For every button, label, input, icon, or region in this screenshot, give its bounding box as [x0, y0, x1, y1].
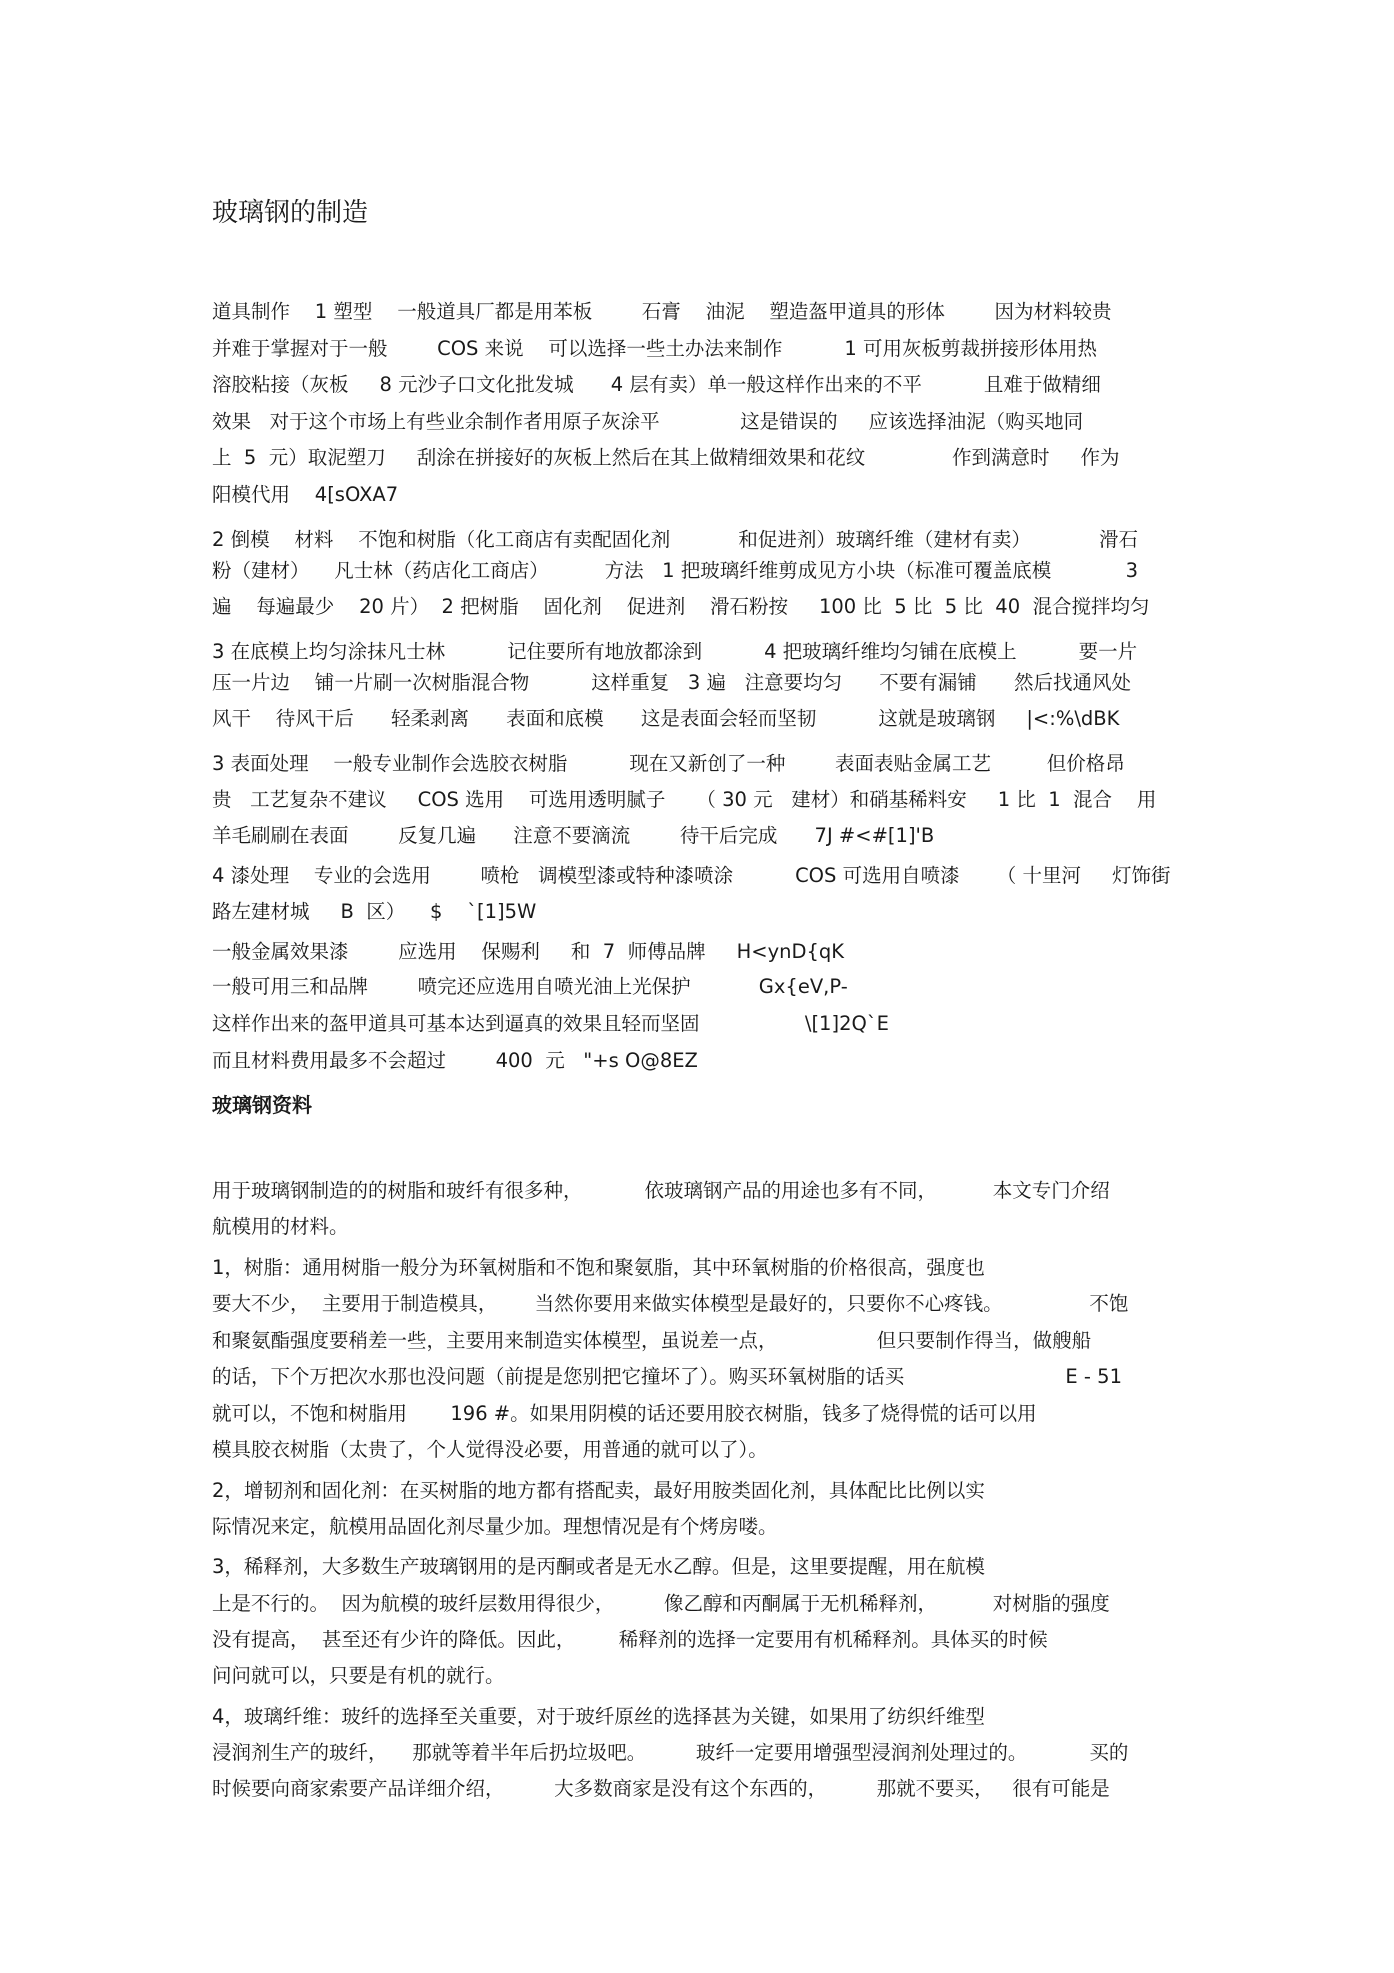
paragraph-line: 问问就可以，只要是有机的就行。	[212, 1664, 505, 1687]
section-heading: 玻璃钢资料	[212, 1093, 312, 1117]
paragraph-line: 道具制作 1 塑型 一般道具厂都是用苯板 石膏 油泥 塑造盔甲道具的形体 因为材料较贵	[212, 300, 1112, 323]
paragraph-line: 上 5 元）取泥塑刀 刮涂在拼接好的灰板上然后在其上做精细效果和花纹 作到满意时 作为	[212, 446, 1120, 469]
paragraph-line: 压一片边 铺一片刷一次树脂混合物 这样重复 3 遍 注意要均匀 不要有漏铺 然后找通风处	[212, 671, 1131, 694]
paragraph-line: 2，增韧剂和固化剂：在买树脂的地方都有搭配卖，最好用胺类固化剂，具体配比比例以实	[212, 1479, 985, 1502]
paragraph-line: 4，玻璃纤维：玻纤的选择至关重要，对于玻纤原丝的选择甚为关键，如果用了纺织纤维型	[212, 1705, 985, 1728]
page-title: 玻璃钢的制造	[212, 198, 369, 228]
paragraph-line: 一般可用三和品牌 喷完还应选用自喷光油上光保护 Gx{eV,P-	[212, 975, 848, 998]
paragraph-line: 和聚氨酯强度要稍差一些，主要用来制造实体模型，虽说差一点， 但只要制作得当，做艘船	[212, 1329, 1092, 1352]
paragraph-line: 的话，下个万把次水那也没问题（前提是您别把它撞坏了）。购买环氧树脂的话买 E - 51	[212, 1365, 1122, 1388]
paragraph-line: 上是不行的。 因为航模的玻纤层数用得很少， 像乙醇和丙酮属于无机稀释剂， 对树脂的强度	[212, 1592, 1110, 1615]
paragraph-line: 4 漆处理 专业的会选用 喷枪 调模型漆或特种漆喷涂 COS 可选用自喷漆 （ 十里河 灯饰街	[212, 864, 1171, 887]
paragraph-line: 模具胶衣树脂（太贵了，个人觉得没必要，用普通的就可以了）。	[212, 1438, 768, 1461]
paragraph-line: 1，树脂：通用树脂一般分为环氧树脂和不饱和聚氨脂，其中环氧树脂的价格很高，强度也	[212, 1256, 985, 1279]
paragraph-line: 风干 待风干后 轻柔剥离 表面和底模 这是表面会轻而坚韧 这就是玻璃钢 |<:%\dBK	[212, 707, 1120, 730]
paragraph-line: 3，稀释剂，大多数生产玻璃钢用的是丙酮或者是无水乙醇。但是，这里要提醒，用在航模	[212, 1555, 985, 1578]
paragraph-line: 粉（建材） 凡士林（药店化工商店） 方法 1 把玻璃纤维剪成见方小块（标准可覆盖底模 3	[212, 559, 1139, 582]
paragraph-line: 并难于掌握对于一般 COS 来说 可以选择一些土办法来制作 1 可用灰板剪裁拼接形体用热	[212, 337, 1098, 360]
paragraph-line: 一般金属效果漆 应选用 保赐利 和 7 师傅品牌 H<ynD{qK	[212, 940, 845, 963]
paragraph-line: 路左建材城 B 区） $ `[1]5W	[212, 900, 537, 923]
paragraph-line: 阳模代用 4[sOXA7	[212, 483, 399, 506]
paragraph-line: 就可以，不饱和树脂用 196 #。如果用阴模的话还要用胶衣树脂，钱多了烧得慌的话可以用	[212, 1402, 1037, 1425]
paragraph-line: 贵 工艺复杂不建议 COS 选用 可选用透明腻子 （ 30 元 建材）和硝基稀料安 1 比 1 混合 用	[212, 788, 1157, 811]
paragraph-line: 3 表面处理 一般专业制作会选胶衣树脂 现在又新创了一种 表面表贴金属工艺 但价格昂	[212, 752, 1125, 775]
paragraph-line: 而且材料费用最多不会超过 400 元 "+s O@8EZ	[212, 1049, 698, 1072]
paragraph-line: 羊毛刷刷在表面 反复几遍 注意不要滴流 待干后完成 7J #<#[1]'B	[212, 824, 935, 847]
paragraph-line: 没有提高， 甚至还有少许的降低。因此， 稀释剂的选择一定要用有机稀释剂。具体买的时候	[212, 1628, 1048, 1651]
paragraph-line: 时候要向商家索要产品详细介绍， 大多数商家是没有这个东西的， 那就不要买， 很有可能是	[212, 1777, 1110, 1800]
paragraph-line: 航模用的材料。	[212, 1215, 349, 1238]
paragraph-line: 效果 对于这个市场上有些业余制作者用原子灰涂平 这是错误的 应该选择油泥（购买地同	[212, 410, 1084, 433]
paragraph-line: 遍 每遍最少 20 片） 2 把树脂 固化剂 促进剂 滑石粉按 100 比 5 比 5 比 40 混合搅拌均匀	[212, 595, 1150, 618]
paragraph-line: 溶胶粘接（灰板 8 元沙子口文化批发城 4 层有卖）单一般这样作出来的不平 且难于做精细	[212, 373, 1101, 396]
paragraph-line: 2 倒模 材料 不饱和树脂（化工商店有卖配固化剂 和促进剂）玻璃纤维（建材有卖） 滑石	[212, 528, 1139, 551]
paragraph-line: 要大不少， 主要用于制造模具， 当然你要用来做实体模型是最好的，只要你不心疼钱。 不饱	[212, 1292, 1129, 1315]
paragraph-line: 际情况来定，航模用品固化剂尽量少加。理想情况是有个烤房喽。	[212, 1515, 778, 1538]
paragraph-line: 3 在底模上均匀涂抹凡士林 记住要所有地放都涂到 4 把玻璃纤维均匀铺在底模上 要一片	[212, 640, 1138, 663]
paragraph-line: 浸润剂生产的玻纤， 那就等着半年后扔垃圾吧。 玻纤一定要用增强型浸润剂处理过的。 买的	[212, 1741, 1129, 1764]
paragraph-line: 用于玻璃钢制造的的树脂和玻纤有很多种， 依玻璃钢产品的用途也多有不同， 本文专门介绍	[212, 1179, 1110, 1202]
paragraph-line: 这样作出来的盔甲道具可基本达到逼真的效果且轻而坚固 \[1]2Q`E	[212, 1012, 889, 1035]
